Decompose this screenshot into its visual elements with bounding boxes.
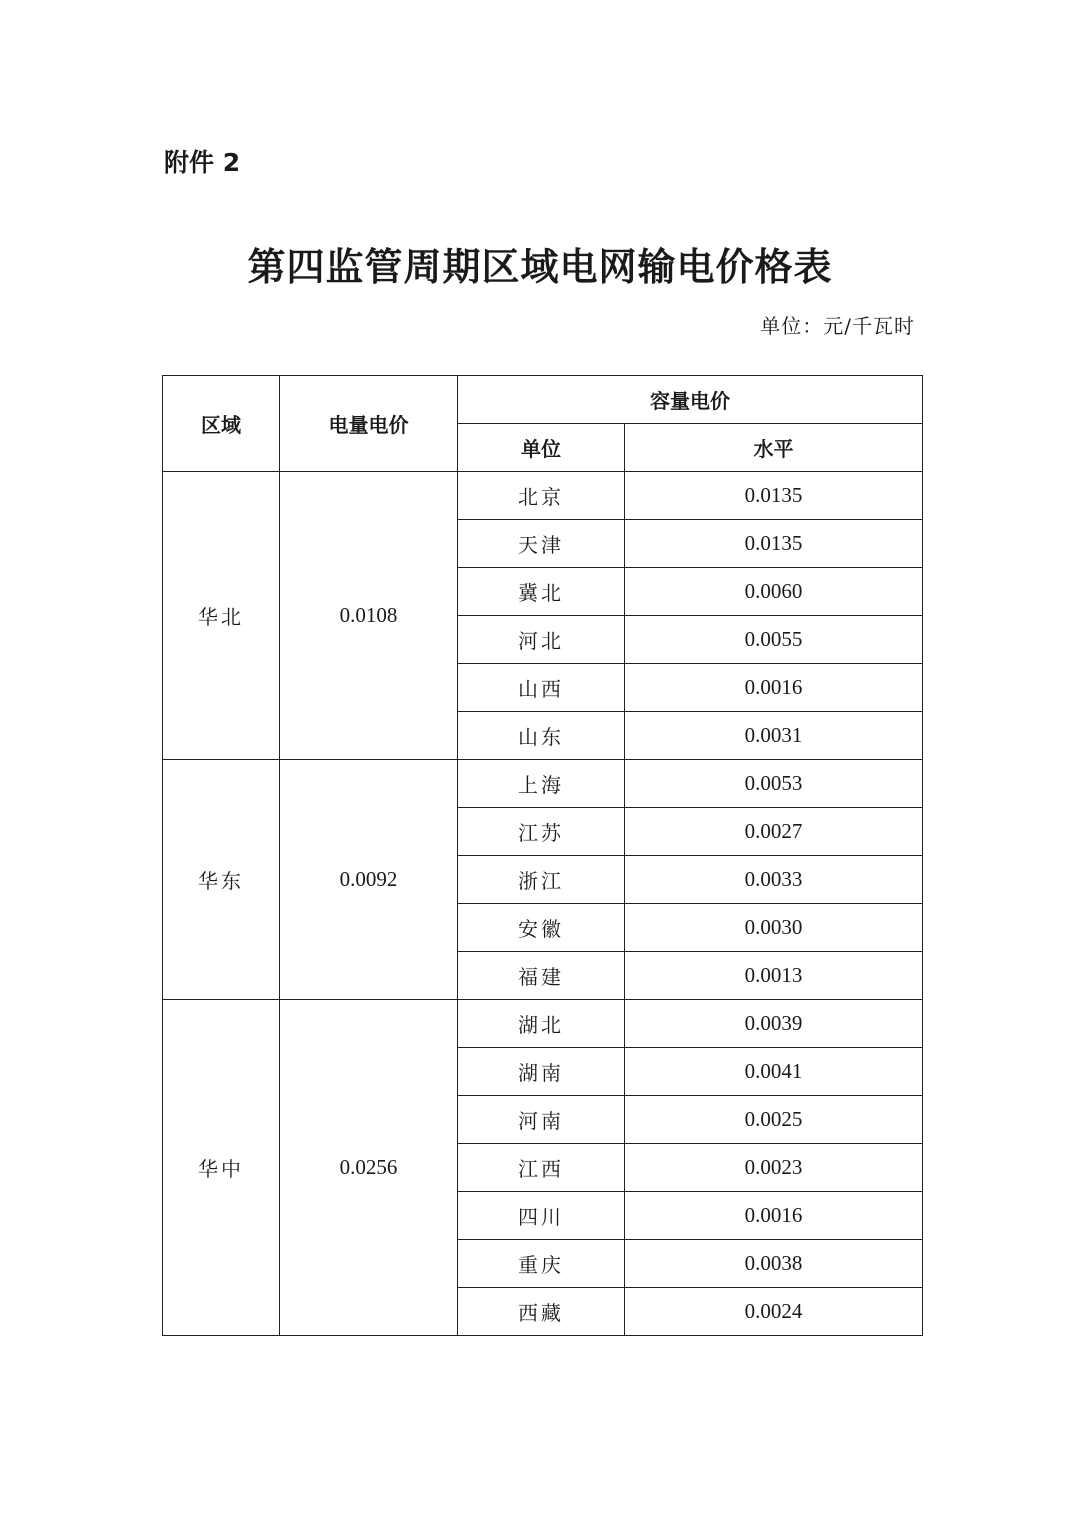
level-cell: 0.0027 [625,808,923,856]
price-table [162,375,923,1336]
region-cell: 华北 [163,472,280,760]
level-cell: 0.0055 [625,616,923,664]
level-cell: 0.0025 [625,1096,923,1144]
level-cell: 0.0024 [625,1288,923,1336]
table-row [163,760,923,808]
level-cell: 0.0013 [625,952,923,1000]
table-body [163,472,923,1336]
unit-cell: 重庆 [458,1240,625,1288]
level-cell: 0.0031 [625,712,923,760]
unit-cell: 北京 [458,472,625,520]
level-cell: 0.0053 [625,760,923,808]
header-capacity-price: 容量电价 [458,376,923,424]
header-energy-price: 电量电价 [280,376,458,472]
unit-cell: 四川 [458,1192,625,1240]
level-cell: 0.0135 [625,520,923,568]
level-cell: 0.0135 [625,472,923,520]
header-level: 水平 [625,424,923,472]
table-header [163,376,923,472]
level-cell: 0.0016 [625,1192,923,1240]
unit-cell: 山东 [458,712,625,760]
level-cell: 0.0016 [625,664,923,712]
energy-price-cell: 0.0092 [280,760,458,1000]
region-cell: 华东 [163,760,280,1000]
page-title: 第四监管周期区域电网输电价格表 [247,244,833,289]
unit-cell: 湖北 [458,1000,625,1048]
unit-cell: 浙江 [458,856,625,904]
unit-cell: 安徽 [458,904,625,952]
table-row [163,472,923,520]
region-cell: 华中 [163,1000,280,1336]
level-cell: 0.0023 [625,1144,923,1192]
unit-note: 单位：元/千瓦时 [760,314,915,338]
table-row [163,1000,923,1048]
unit-cell: 江西 [458,1144,625,1192]
header-region: 区域 [163,376,280,472]
unit-cell: 湖南 [458,1048,625,1096]
attachment-label: 附件 2 [164,148,241,177]
unit-cell: 河南 [458,1096,625,1144]
level-cell: 0.0030 [625,904,923,952]
unit-cell: 山西 [458,664,625,712]
level-cell: 0.0038 [625,1240,923,1288]
energy-price-cell: 0.0108 [280,472,458,760]
level-cell: 0.0041 [625,1048,923,1096]
unit-cell: 冀北 [458,568,625,616]
level-cell: 0.0060 [625,568,923,616]
level-cell: 0.0039 [625,1000,923,1048]
unit-cell: 西藏 [458,1288,625,1336]
energy-price-cell: 0.0256 [280,1000,458,1336]
unit-cell: 天津 [458,520,625,568]
header-unit: 单位 [458,424,625,472]
unit-cell: 福建 [458,952,625,1000]
unit-cell: 江苏 [458,808,625,856]
unit-cell: 河北 [458,616,625,664]
level-cell: 0.0033 [625,856,923,904]
unit-cell: 上海 [458,760,625,808]
